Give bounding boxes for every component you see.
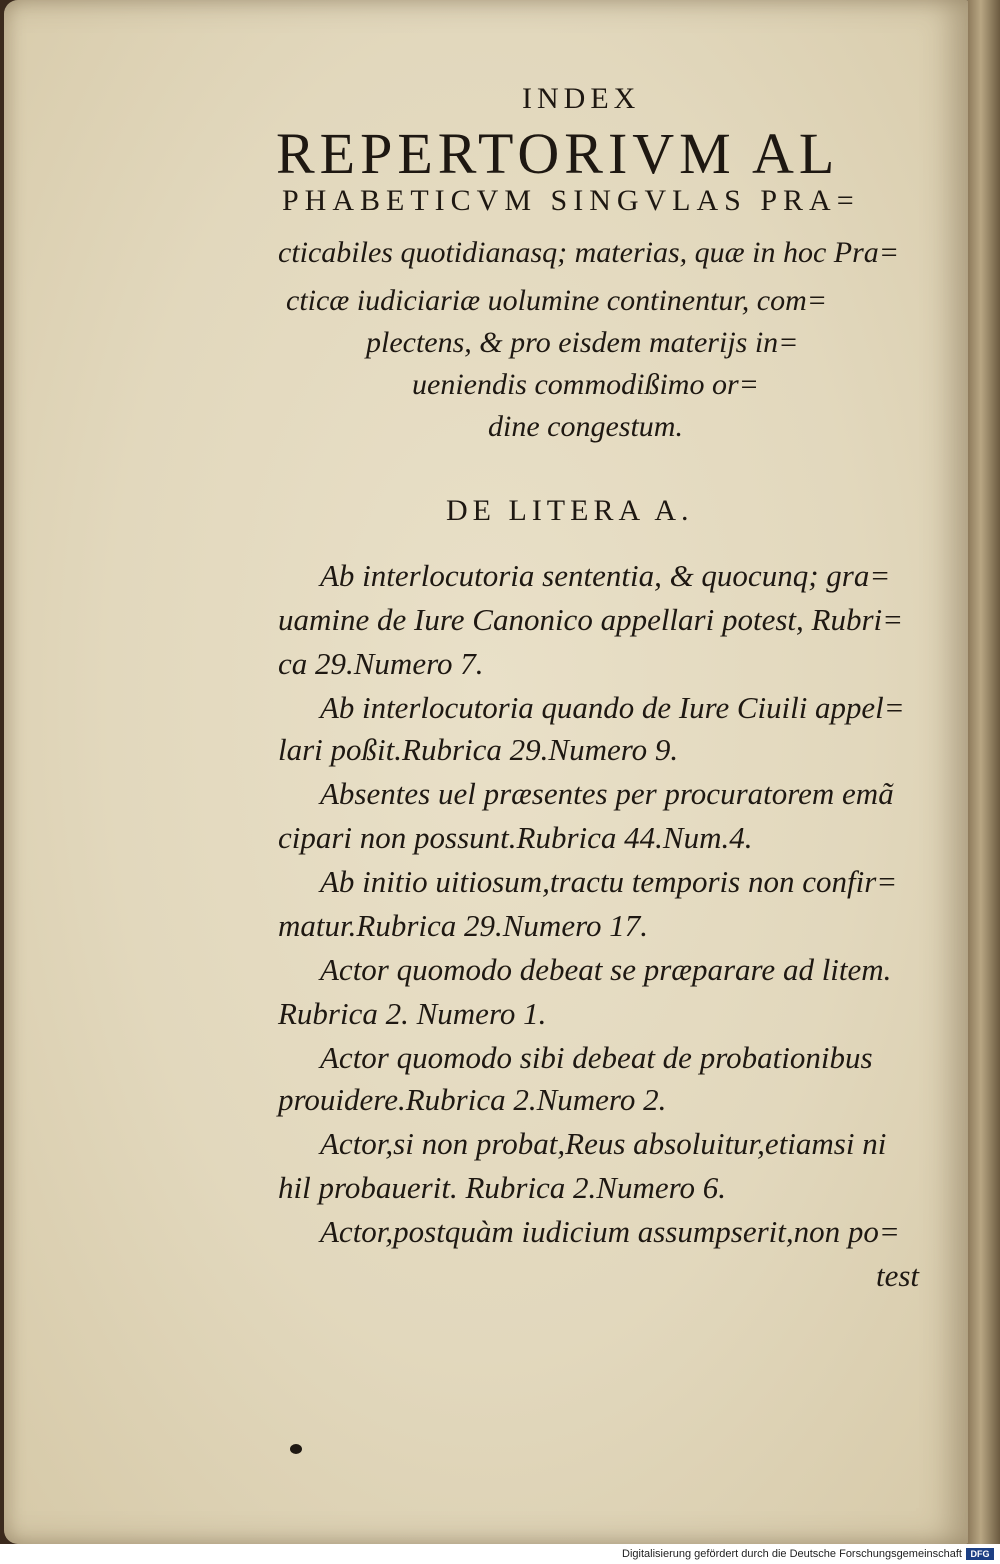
entry-line: Ab interlocutoria quando de Iure Ciuili appel=: [320, 690, 905, 725]
page-edge: [968, 0, 1000, 1544]
footer-credit: Digitalisierung gefördert durch die Deutsche Forschungsgemeinschaft: [622, 1548, 962, 1560]
title-line-3: cticabiles quotidianasq; materias, quæ in hoc Pra=: [278, 236, 900, 269]
entry-line: Absentes uel præsentes per procuratorem emã: [320, 776, 894, 811]
entry-line: Rubrica 2. Numero 1.: [278, 996, 547, 1031]
dfg-logo-icon: DFG: [966, 1548, 994, 1560]
catchword: test: [876, 1258, 920, 1293]
book-page: [4, 0, 970, 1544]
entry-line: uamine de Iure Canonico appellari potest, Rubri=: [278, 602, 904, 637]
index-heading: INDEX: [522, 82, 641, 115]
entry-line: Actor quomodo debeat se præparare ad litem.: [320, 952, 892, 987]
entry-line: cipari non possunt.Rubrica 44.Num.4.: [278, 820, 753, 855]
title-line-7: dine congestum.: [488, 410, 683, 443]
title-line-5: plectens, & pro eisdem materijs in=: [366, 326, 799, 359]
entry-line: ca 29.Numero 7.: [278, 646, 484, 681]
entry-line: prouidere.Rubrica 2.Numero 2.: [278, 1082, 667, 1117]
title-line-1: REPERTORIVM AL: [276, 121, 840, 186]
title-line-4: cticæ iudiciariæ uolumine continentur, com=: [286, 284, 828, 317]
entry-line: Actor,postquàm iudicium assumpserit,non po=: [320, 1214, 900, 1249]
section-heading: DE LITERA A.: [446, 494, 694, 527]
entry-line: lari poßit.Rubrica 29.Numero 9.: [278, 732, 679, 767]
entry-line: matur.Rubrica 29.Numero 17.: [278, 908, 648, 943]
entry-line: hil probauerit. Rubrica 2.Numero 6.: [278, 1170, 727, 1205]
entry-line: Ab interlocutoria sententia, & quocunq; gra=: [320, 558, 891, 593]
entry-line: Ab initio uitiosum,tractu temporis non confir=: [320, 864, 898, 899]
entry-line: Actor quomodo sibi debeat de probationibus: [320, 1040, 873, 1075]
title-line-2: PHABETICVM SINGVLAS PRA=: [282, 184, 860, 217]
ink-blot: [290, 1444, 302, 1454]
footer-bar: [0, 1544, 1000, 1564]
title-line-6: ueniendis commodißimo or=: [412, 368, 759, 401]
entry-line: Actor,si non probat,Reus absoluitur,etiamsi ni: [320, 1126, 887, 1161]
